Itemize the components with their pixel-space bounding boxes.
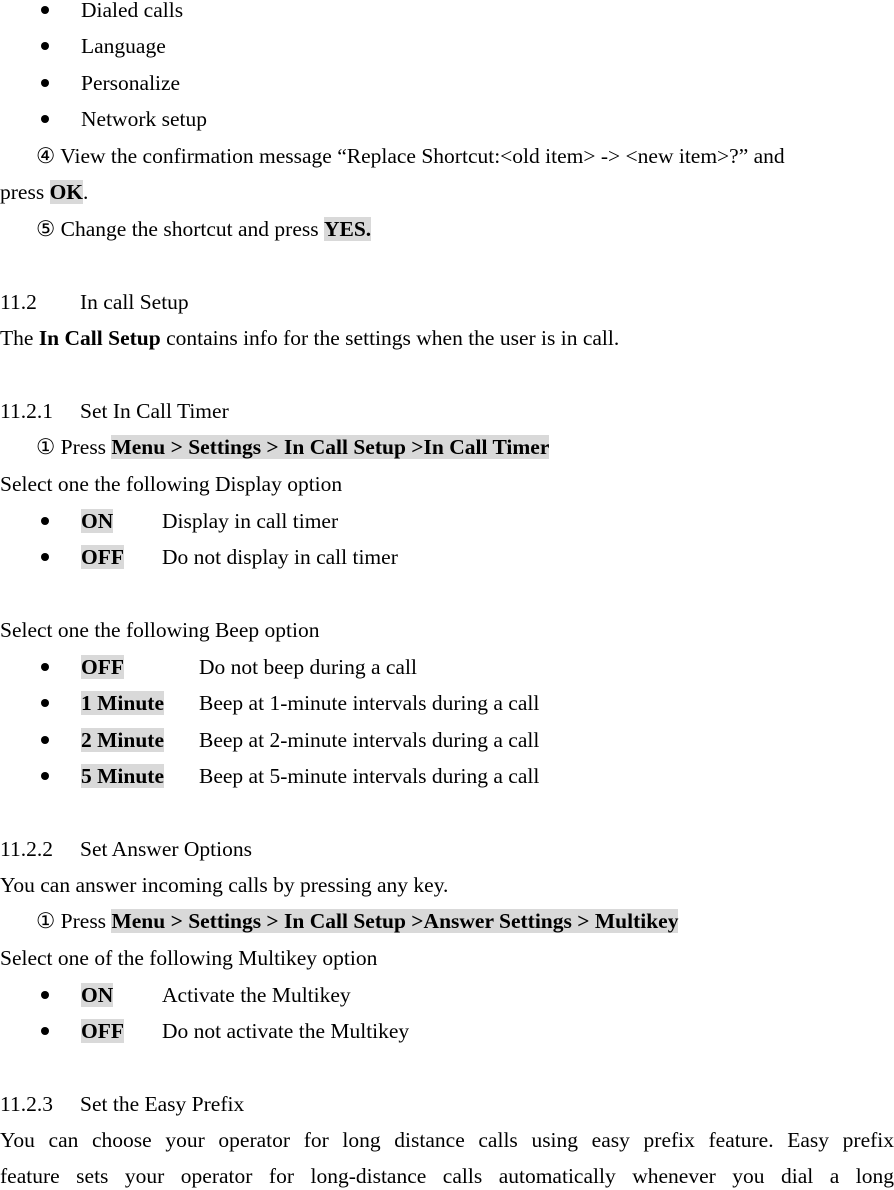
section-title: In call Setup bbox=[80, 290, 189, 314]
section-title: Set Answer Options bbox=[80, 837, 252, 861]
list-item: Dialed calls bbox=[81, 0, 184, 22]
option-desc: Beep at 5-minute intervals during a call bbox=[199, 764, 540, 788]
section-title: Set In Call Timer bbox=[80, 399, 229, 423]
key-yes: YES. bbox=[323, 217, 372, 241]
bullet-dot bbox=[41, 553, 49, 561]
bullet-dot bbox=[41, 1027, 49, 1035]
bullet-dot bbox=[41, 699, 49, 707]
section-heading-11-2-3 bbox=[0, 1090, 244, 1118]
option-key bbox=[81, 543, 124, 571]
option-1-minute: 1 Minute bbox=[81, 691, 165, 715]
intro-text: contains info for the settings when the user is in call. bbox=[160, 326, 620, 350]
bullet-dot bbox=[41, 6, 49, 14]
menu-path: Menu > Settings > In Call Setup >In Call Timer bbox=[111, 435, 550, 459]
section-heading-11-2 bbox=[0, 288, 189, 316]
option-key bbox=[81, 653, 124, 681]
step-text: . bbox=[83, 180, 89, 204]
section-title: Set the Easy Prefix bbox=[80, 1092, 245, 1116]
step-marker: ④ bbox=[36, 144, 56, 168]
step-5 bbox=[36, 215, 371, 243]
option-desc: Activate the Multikey bbox=[162, 983, 351, 1007]
step-4-continued bbox=[0, 178, 88, 206]
bullet-dot bbox=[41, 42, 49, 50]
multikey-options-intro: Select one of the following Multikey option bbox=[0, 946, 378, 970]
step-text: Press bbox=[55, 909, 112, 933]
bullet-dot bbox=[41, 79, 49, 87]
step-marker: ① bbox=[36, 435, 56, 459]
step-text: View the confirmation message “Replace Shortcut:<old item> -> <new item>?” and bbox=[55, 144, 785, 168]
option-5-minute: 5 Minute bbox=[81, 764, 165, 788]
easy-prefix-paragraph-line-1: You can choose your operator for long distance calls using easy prefix feature. Easy prefix bbox=[0, 1128, 894, 1152]
bullet-dot bbox=[41, 115, 49, 123]
bullet-dot bbox=[41, 736, 49, 744]
list-item: Network setup bbox=[81, 107, 207, 131]
list-item: Language bbox=[81, 34, 166, 58]
section-number: 11.2.1 bbox=[0, 399, 53, 423]
option-on: ON bbox=[81, 509, 114, 533]
section-intro bbox=[0, 324, 619, 352]
option-desc: Do not beep during a call bbox=[199, 655, 417, 679]
option-desc: Do not activate the Multikey bbox=[162, 1019, 410, 1043]
option-2-minute: 2 Minute bbox=[81, 728, 165, 752]
bullet-dot bbox=[41, 991, 49, 999]
key-ok: OK bbox=[49, 180, 84, 204]
section-number: 11.2.3 bbox=[0, 1092, 53, 1116]
option-key bbox=[81, 762, 164, 790]
step-marker: ⑤ bbox=[36, 217, 56, 241]
section-intro: You can answer incoming calls by pressing any key. bbox=[0, 873, 449, 897]
option-key bbox=[81, 689, 164, 717]
intro-text: The bbox=[0, 326, 39, 350]
bullet-dot bbox=[41, 517, 49, 525]
option-off: OFF bbox=[81, 655, 124, 679]
easy-prefix-paragraph-line-2: feature sets your operator for long-distance calls automatically whenever you dial a long bbox=[0, 1164, 894, 1188]
step-text: press bbox=[0, 180, 50, 204]
option-key bbox=[81, 981, 113, 1009]
display-options-intro: Select one the following Display option bbox=[0, 472, 343, 496]
option-desc: Display in call timer bbox=[162, 509, 339, 533]
step-4 bbox=[36, 142, 785, 170]
step-marker: ① bbox=[36, 909, 56, 933]
option-on: ON bbox=[81, 983, 114, 1007]
option-desc: Do not display in call timer bbox=[162, 545, 398, 569]
in-call-setup-term: In Call Setup bbox=[38, 326, 161, 350]
option-off: OFF bbox=[81, 1019, 124, 1043]
section-heading-11-2-1 bbox=[0, 397, 229, 425]
beep-options-intro: Select one the following Beep option bbox=[0, 618, 320, 642]
step-text: Press bbox=[55, 435, 112, 459]
step-1-timer bbox=[36, 433, 549, 461]
section-number: 11.2.2 bbox=[0, 837, 53, 861]
section-number: 11.2 bbox=[0, 290, 37, 314]
step-1-answer bbox=[36, 907, 678, 935]
option-desc: Beep at 2-minute intervals during a call bbox=[199, 728, 540, 752]
option-desc: Beep at 1-minute intervals during a call bbox=[199, 691, 540, 715]
menu-path: Menu > Settings > In Call Setup >Answer Settings > Multikey bbox=[111, 909, 679, 933]
bullet-dot bbox=[41, 663, 49, 671]
option-off: OFF bbox=[81, 545, 124, 569]
option-key bbox=[81, 1017, 124, 1045]
section-heading-11-2-2 bbox=[0, 835, 252, 863]
step-text: Change the shortcut and press bbox=[55, 217, 324, 241]
option-key bbox=[81, 507, 113, 535]
bullet-dot bbox=[41, 772, 49, 780]
option-key bbox=[81, 726, 164, 754]
list-item: Personalize bbox=[81, 71, 181, 95]
